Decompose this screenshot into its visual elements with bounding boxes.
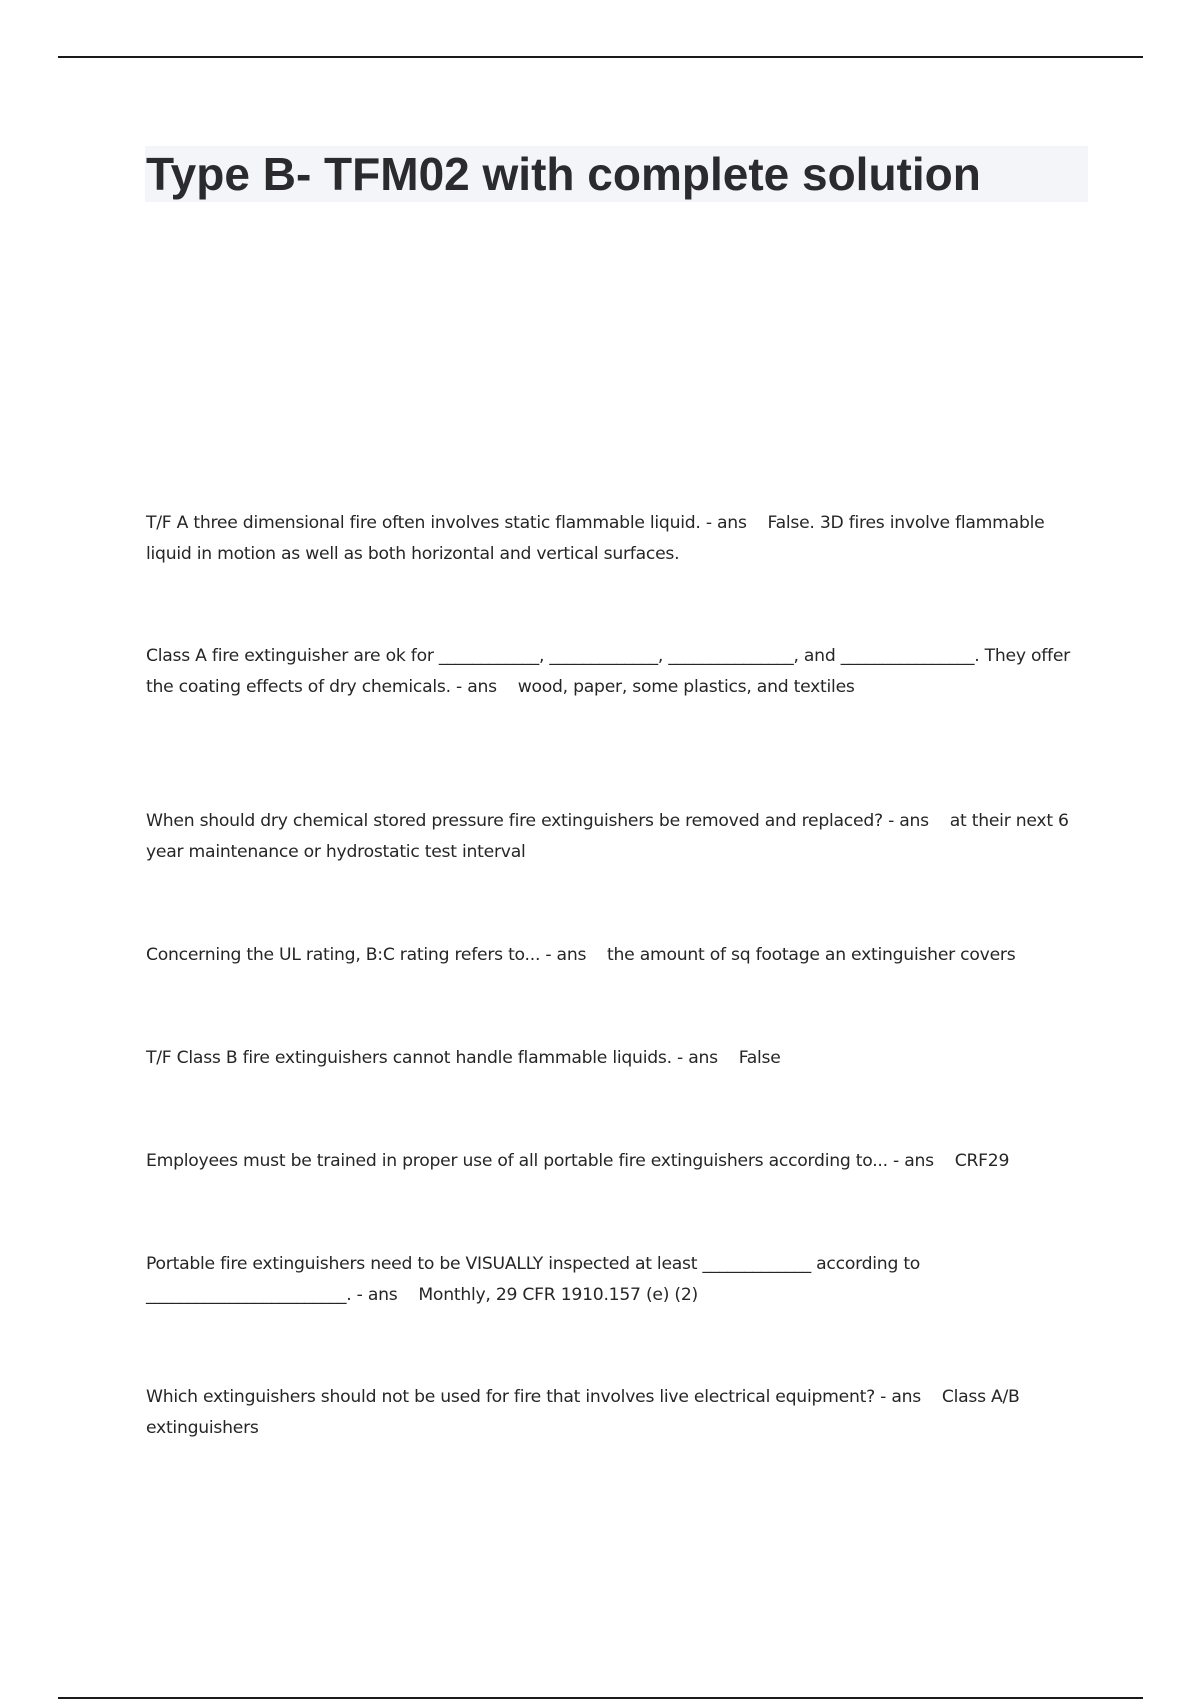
bottom-rule xyxy=(58,1697,1143,1699)
answer-separator: - ans xyxy=(351,1285,419,1305)
qa-item xyxy=(146,508,1086,570)
question-text: Portable fire extinguishers need to be VISUALLY inspected at least _____________ according to ________________________. xyxy=(146,1254,921,1305)
answer-separator: - ans xyxy=(540,945,608,965)
question-text: Concerning the UL rating, B:C rating refers to... xyxy=(146,945,541,965)
question-text: Class A fire extinguisher are ok for ____________, _____________, _______________, and ________________. They offer the coating effects of dry chemicals. xyxy=(146,646,1070,697)
answer-text: at their next 6 year maintenance or hydrostatic test interval xyxy=(146,811,1069,862)
qa-item xyxy=(146,1043,1086,1074)
qa-item xyxy=(146,1249,1086,1311)
question-text: Employees must be trained in proper use of all portable fire extinguishers according to... xyxy=(146,1151,888,1171)
answer-separator: - ans xyxy=(450,677,518,697)
answer-text: Monthly, 29 CFR 1910.157 (e) (2) xyxy=(418,1285,698,1305)
qa-item xyxy=(146,940,1086,971)
answer-text: False. 3D fires involve flammable liquid in motion as well as both horizontal and vertical surfaces. xyxy=(146,513,1045,564)
answer-separator: - ans xyxy=(874,1387,942,1407)
question-text: Which extinguishers should not be used for fire that involves live electrical equipment? xyxy=(146,1387,875,1407)
qa-item xyxy=(146,1146,1086,1177)
answer-text: False xyxy=(738,1048,781,1068)
question-text: T/F A three dimensional fire often involves static flammable liquid. xyxy=(146,513,701,533)
answer-text: CRF29 xyxy=(954,1151,1010,1171)
answer-separator: - ans xyxy=(882,811,950,831)
answer-text: wood, paper, some plastics, and textiles xyxy=(517,677,855,697)
document-title: Type B- TFM02 with complete solution xyxy=(146,148,981,200)
answer-separator: - ans xyxy=(887,1151,955,1171)
answer-separator: - ans xyxy=(700,513,768,533)
top-rule xyxy=(58,56,1143,58)
answer-separator: - ans xyxy=(671,1048,739,1068)
qa-item xyxy=(146,641,1086,703)
question-text: When should dry chemical stored pressure fire extinguishers be removed and replaced? xyxy=(146,811,883,831)
qa-item xyxy=(146,806,1086,868)
answer-text: Class A/B extinguishers xyxy=(146,1387,1020,1438)
question-text: T/F Class B fire extinguishers cannot handle flammable liquids. xyxy=(146,1048,672,1068)
qa-item xyxy=(146,1382,1086,1444)
answer-text: the amount of sq footage an extinguisher covers xyxy=(607,945,1016,965)
